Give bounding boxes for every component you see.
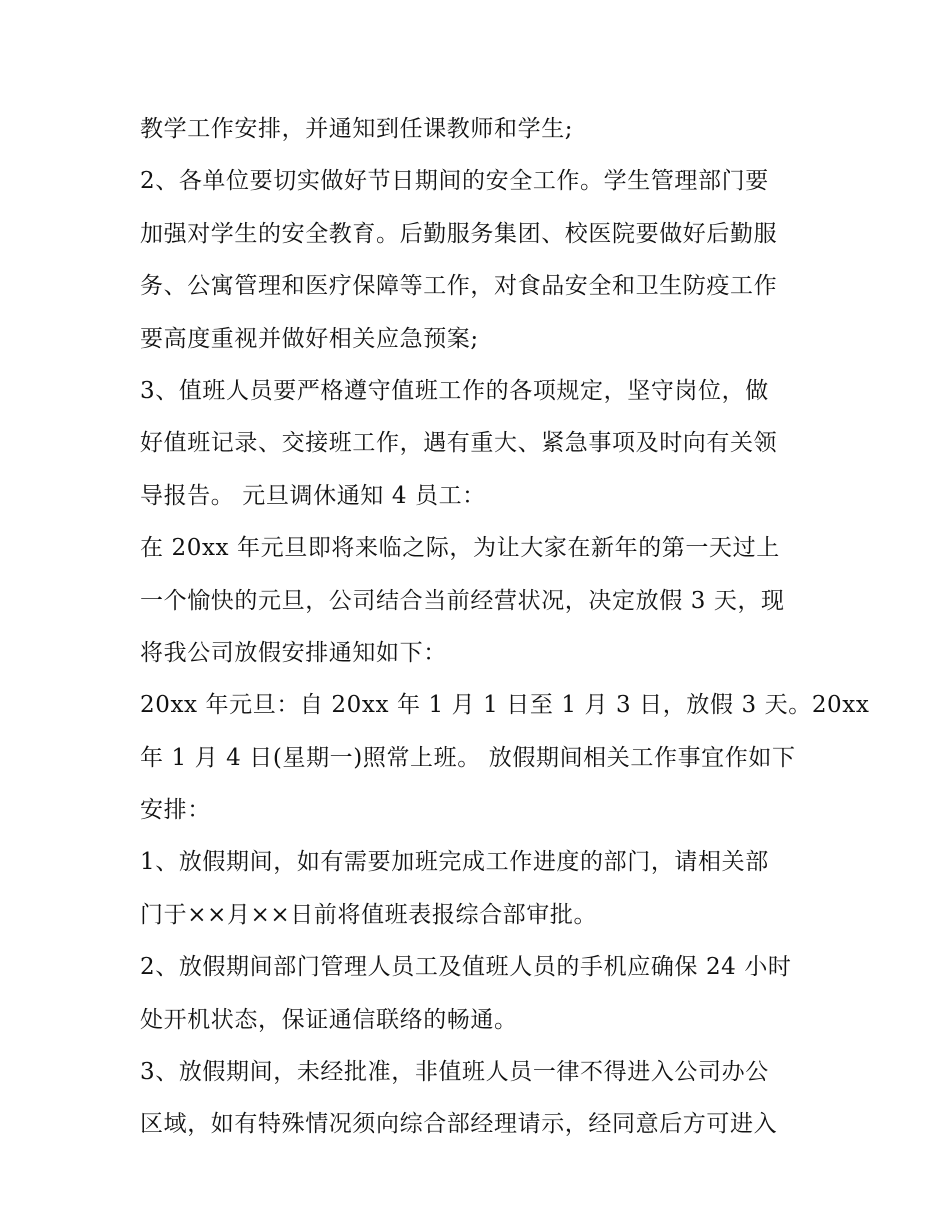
text-line: 要高度重视并做好相关应急预案; bbox=[140, 325, 479, 352]
text-line: 好值班记录、交接班工作，遇有重大、紧急事项及时向有关领 bbox=[140, 430, 778, 457]
text-line: 2、放假期间部门管理人员工及值班人员的手机应确保 24 小时 bbox=[140, 954, 792, 981]
text-line: 务、公寓管理和医疗保障等工作，对食品安全和卫生防疫工作 bbox=[140, 273, 778, 300]
text-line: 年 1 月 4 日(星期一)照常上班。 放假期间相关工作事宜作如下 bbox=[140, 744, 796, 771]
text-line: 导报告。 元旦调休通知 4 员工： bbox=[140, 482, 486, 509]
text-line: 20xx 年元旦：自 20xx 年 1 月 1 日至 1 月 3 日，放假 3 天。20xx bbox=[140, 692, 870, 719]
text-line: 门于××月××日前将值班表报综合部审批。 bbox=[140, 901, 598, 928]
text-line: 教学工作安排，并通知到任课教师和学生; bbox=[140, 116, 574, 142]
text-line: 安排： bbox=[140, 797, 211, 824]
text-line: 加强对学生的安全教育。后勤服务集团、校医院要做好后勤服 bbox=[140, 220, 778, 247]
text-line: 3、值班人员要严格遵守值班工作的各项规定，坚守岗位，做 bbox=[140, 377, 769, 404]
text-line: 一个愉快的元旦，公司结合当前经营状况，决定放假 3 天，现 bbox=[140, 587, 785, 614]
text-line: 区域，如有特殊情况须向综合部经理请示，经同意后方可进入 bbox=[140, 1111, 778, 1138]
text-line: 将我公司放假安排通知如下： bbox=[140, 639, 447, 666]
text-line: 在 20xx 年元旦即将来临之际，为让大家在新年的第一天过上 bbox=[140, 535, 780, 562]
text-line: 处开机状态，保证通信联络的畅通。 bbox=[140, 1006, 518, 1033]
text-line: 2、各单位要切实做好节日期间的安全工作。学生管理部门要 bbox=[140, 168, 769, 195]
text-line: 1、放假期间，如有需要加班完成工作进度的部门，请相关部 bbox=[140, 849, 769, 876]
document-body bbox=[140, 103, 870, 1151]
text-line: 3、放假期间，未经批准，非值班人员一律不得进入公司办公 bbox=[140, 1059, 769, 1086]
